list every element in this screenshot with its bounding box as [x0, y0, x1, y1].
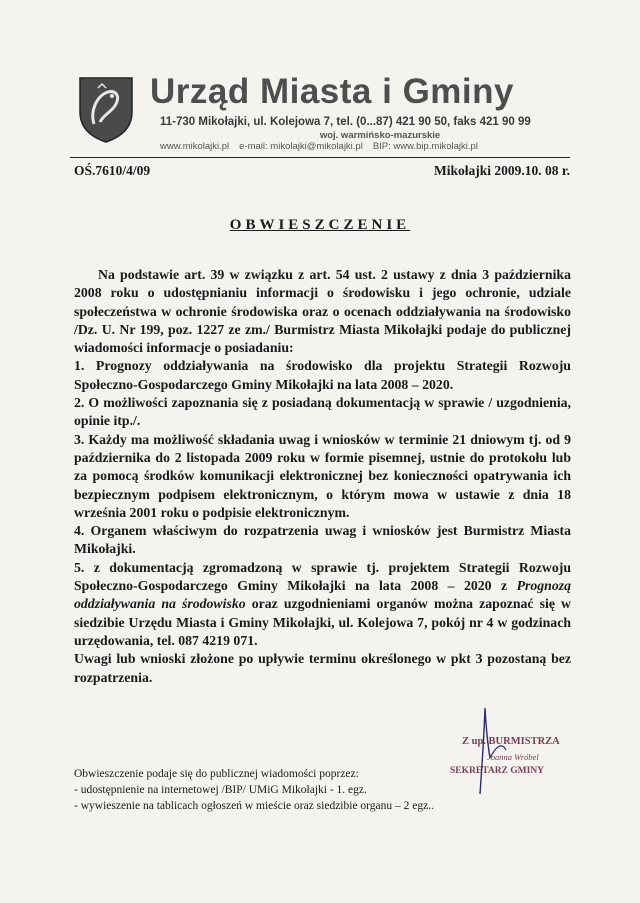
- list-item-1: 1. Prognozy oddziaływania na środowisko dla projektu Strategii Rozwoju Społeczno-Gospodarczego Gminy Mikołajki na lata 2008 – 2020.: [74, 358, 571, 392]
- list-item-4: 4. Organem właściwym do rozpatrzenia uwag i wniosków jest Burmistrz Miasta Mikołajki.: [74, 523, 571, 557]
- list-item-2: 2. O możliwości zapoznania się z posiadaną dokumentacją w sprawie / uzgodnienia, opinie itp./.: [74, 395, 571, 429]
- distribution-item-2: - wywieszenie na tablicach ogłoszeń w mieście oraz siedzibie organu – 2 egz..: [74, 800, 434, 812]
- distribution-note: [74, 766, 494, 814]
- reference-number: OŚ.7610/4/09: [74, 163, 151, 178]
- intro-paragraph: Na podstawie art. 39 w związku z art. 54 ust. 2 ustawy z dnia 3 października 2008 roku o udostępnianiu informacji o środowisku i jego ochronie, udziale społeczeństwa w ochronie środowiska oraz o ocenach oddziaływania na środowisko /Dz. U. Nr 199, poz. 1227 ze zm./ Burmistrz Miasta Mikołajki podaje do publicznej wiadomości informacje o posiadaniu:: [74, 267, 571, 356]
- stamp-line-2: SEKRETARZ GMINY: [450, 766, 545, 776]
- document-title: OBWIESZCZENIE: [229, 217, 411, 233]
- document-body: [74, 266, 571, 687]
- office-region: woj. warmińsko-mazurskie: [319, 130, 441, 141]
- list-item-5-part-a: 5. z dokumentacją zgromadzoną w sprawie tj. projektem Strategii Rozwoju Społeczno-Gospodarczego Gminy Mikołajki na lata 2008 – 2020 z: [74, 559, 571, 594]
- stamp-line-1: Z up. BURMISTRZA: [462, 736, 560, 747]
- office-contacts: [160, 141, 580, 152]
- email-link[interactable]: e-mail: mikolajki@mikolajki.pl: [239, 141, 363, 152]
- header-divider: [70, 157, 570, 158]
- list-item-5-italic: Prognozą oddziaływania na środowisko: [74, 578, 571, 612]
- distribution-item-1: - udostępnienie na internetowej /BIP/ UMiG Mikołajki - 1. egz.: [74, 784, 367, 796]
- stamp-name: Joanna Wróbel: [487, 752, 539, 762]
- coat-of-arms-icon: [76, 74, 136, 144]
- place-and-date: Mikołajki 2009.10. 08 r.: [433, 163, 570, 178]
- bip-link[interactable]: BIP: www.bip.mikolajki.pl: [372, 141, 478, 152]
- list-item-5-part-b: oraz uzgodnieniami organów można zapoznać się w siedzibie Urzędu Miasta i Gminy Mikołajki, ul. Kolejowa 7, pokój nr 4 w godzinach urzędowania, tel. 087 4219 071.: [74, 596, 571, 648]
- office-address: 11-730 Mikołajki, ul. Kolejowa 7, tel. (0...87) 421 90 50, faks 421 90 99: [160, 116, 531, 128]
- list-item-5: [74, 559, 571, 650]
- list-item-3: 3. Każdy ma możliwość składania uwag i wniosków w terminie 21 dniowym tj. od 9 października do 2 listopada 2009 roku w formie pisemnej, ustnie do protokołu lub za pomocą środków komunikacji elektronicznej bez konieczności opatrywania ich bezpiecznym podpisem elektronicznym, o którym mowa w ustawie z dnia 18 września 2001 roku o podpisie elektronicznym.: [74, 431, 571, 520]
- closing-paragraph: Uwagi lub wnioski złożone po upływie terminu określonego w pkt 3 pozostaną bez rozpatrzenia.: [74, 651, 571, 685]
- distribution-intro: Obwieszczenie podaje się do publicznej wiadomości poprzez:: [74, 768, 359, 780]
- website-link[interactable]: www.mikolajki.pl: [160, 141, 230, 152]
- office-name: Urząd Miasta i Gminy: [150, 72, 514, 111]
- document-title-wrap: [0, 216, 640, 234]
